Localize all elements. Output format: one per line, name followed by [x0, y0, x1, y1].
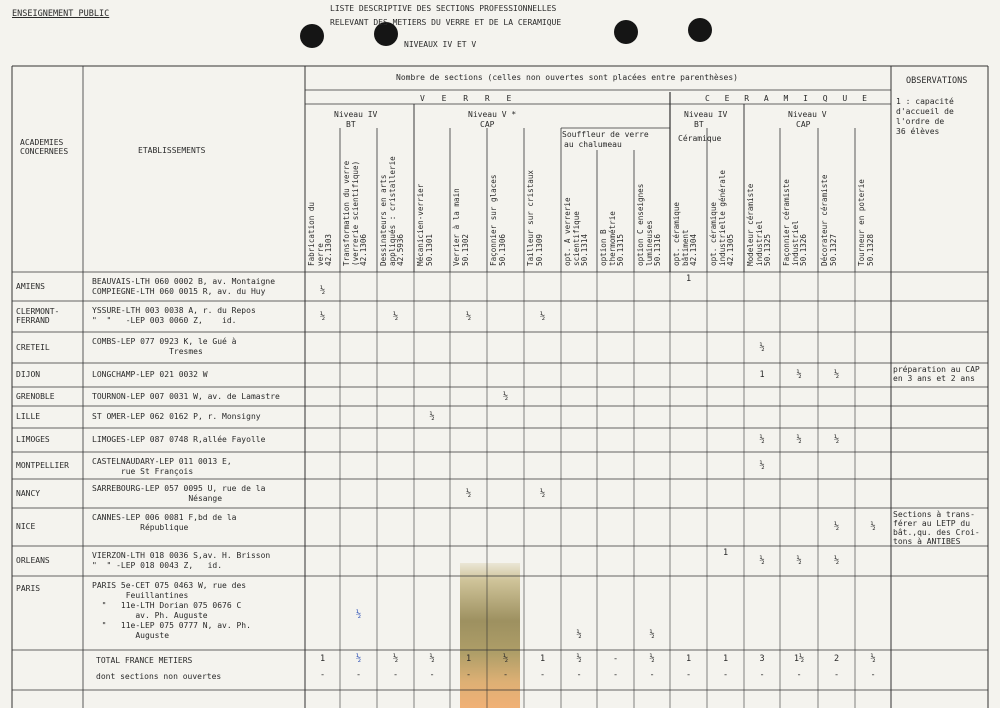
etablissement-line: " " -LEP 003 0060 Z, id.: [92, 316, 237, 325]
total-non-open-value: -: [796, 670, 802, 680]
cell-value: ½: [429, 412, 435, 422]
column-label-9: option C enseignes lumineuses 50.1316: [636, 183, 663, 266]
etablissements-heading: ETABLISSEMENTS: [138, 146, 206, 155]
etablissement-line: rue St François: [92, 467, 194, 476]
total-value: ½: [649, 654, 655, 664]
column-label-2: Dessinateurs en arts appliqués : cristallerie 42.5936: [379, 156, 406, 266]
column-label-15: Tourneur en poterie 50.1328: [857, 179, 875, 266]
cer-niv5-cap: CAP: [796, 120, 811, 129]
academy-name: NICE: [16, 522, 36, 531]
total-non-open-value: -: [539, 670, 546, 680]
column-label-6: Tailleur sur cristaux 50.1309: [526, 169, 544, 266]
cell-value: ½: [796, 556, 802, 566]
etablissement-line: YSSURE-LTH 003 0038 A, r. du Repos: [92, 306, 256, 315]
total-value: 1: [685, 654, 692, 664]
header-title-3: NIVEAUX IV ET V: [404, 40, 477, 49]
cell-value: ½: [759, 435, 765, 445]
total-value: ½: [429, 654, 435, 664]
total-value: 1: [539, 654, 546, 664]
total-value: ½: [392, 654, 399, 664]
cell-value: ½: [576, 630, 582, 640]
total-label: TOTAL FRANCE METIERS: [96, 656, 193, 665]
verre-niv4-bt: BT: [346, 120, 356, 129]
observation-line: Sections à trans-: [893, 510, 975, 519]
column-label-4: Verrier à la main 50.1302: [452, 188, 470, 266]
total-non-open-value: -: [833, 670, 840, 680]
cell-value: 1: [685, 274, 692, 284]
cell-value: ½: [796, 435, 802, 445]
total-non-open-value: -: [465, 670, 472, 680]
total-value: ½: [870, 654, 876, 664]
column-label-13: Façonnier céramiste industriel 50.1326: [782, 179, 809, 266]
etablissement-line: " " -LEP 018 0043 Z, id.: [92, 561, 223, 570]
column-label-10: opt. céramique bâtiment 42.1304: [672, 201, 699, 266]
academy-name: ORLEANS: [16, 556, 50, 565]
header-title-2: RELEVANT DES METIERS DU VERRE ET DE LA CERAMIQUE: [330, 18, 562, 27]
etablissement-line: CASTELNAUDARY-LEP 011 0013 E,: [92, 457, 232, 466]
total-non-open-value: -: [319, 670, 326, 680]
cell-value: ½: [319, 286, 326, 296]
column-label-0: Fabrication du verre 42.1303: [307, 201, 334, 266]
total-non-open-value: -: [612, 670, 619, 680]
total-value: ½: [502, 654, 509, 664]
observations-note-1: 1 : capacité: [896, 97, 954, 106]
total-value: 1: [319, 654, 326, 664]
cell-value: 1: [759, 370, 765, 380]
header-title-1: LISTE DESCRIPTIVE DES SECTIONS PROFESSIONNELLES: [330, 4, 557, 13]
total-value: 1: [465, 654, 472, 664]
cell-value: ½: [649, 630, 655, 640]
cell-value: ½: [465, 488, 472, 499]
verre-niv4: Niveau IV: [334, 110, 378, 119]
observation-line: en 3 ans et 2 ans: [893, 374, 975, 383]
ceramique-heading: C E R A M I Q U E: [705, 94, 872, 103]
column-label-1: Transformation du verre (verrerie scientifique) 42.1306: [342, 160, 369, 266]
etablissement-line: BEAUVAIS-LTH 060 0002 B, av. Montaigne: [92, 277, 276, 286]
column-label-8: option B thermométrie 50.1315: [599, 211, 626, 266]
observation-line: férer au LETP du: [893, 519, 971, 528]
total-value: 1: [722, 654, 729, 664]
cell-value: 1: [722, 548, 729, 558]
etablissement-line: TOURNON-LEP 007 0031 W, av. de Lamastre: [92, 391, 280, 401]
verre-heading: V E R R E: [420, 94, 518, 103]
academy-name: NANCY: [16, 488, 41, 498]
cell-value: ½: [539, 488, 546, 499]
cell-value: ½: [833, 435, 840, 445]
column-label-11: opt. céramique industrielle générale 42.1305: [709, 169, 736, 266]
column-label-5: Façonnier sur glaces 50.1306: [489, 174, 507, 266]
academy-name: MONTPELLIER: [16, 460, 69, 470]
academy-name: CLERMONT- FERRAND: [16, 306, 60, 325]
total-value: ½: [355, 654, 362, 664]
total-non-open-value: -: [429, 670, 435, 680]
total-non-open-value: -: [722, 670, 729, 680]
cell-value: ½: [870, 522, 876, 532]
etablissement-line: ST OMER-LEP 062 0162 P, r. Monsigny: [92, 412, 261, 421]
total-non-open-value: -: [392, 670, 399, 680]
etablissement-line: COMBS-LEP 077 0923 K, le Gué à: [92, 337, 237, 346]
academy-name: LIMOGES: [16, 435, 50, 444]
cell-value: ½: [355, 610, 362, 620]
etablissement-line: Tresmes: [92, 347, 203, 356]
total-value: 1½: [793, 654, 805, 664]
observation-line: bât.,qu. des Croi-: [893, 528, 980, 537]
academy-name: AMIENS: [16, 281, 45, 291]
cell-value: ½: [833, 522, 840, 532]
academy-name: GRENOBLE: [16, 391, 55, 401]
etablissement-line: " 11e-LEP 075 0777 N, av. Ph.: [92, 621, 251, 630]
total-non-open-value: -: [502, 670, 509, 680]
cell-value: ½: [796, 370, 802, 380]
etablissement-line: COMPIEGNE-LTH 060 0015 R, av. du Huy: [92, 287, 266, 296]
observations-heading: OBSERVATIONS: [906, 76, 968, 86]
observations-note-4: 36 élèves: [896, 127, 940, 136]
etablissement-line: Feuillantines: [92, 591, 189, 600]
cer-niv4-bt: BT: [694, 120, 704, 129]
academy-name: PARIS: [16, 584, 41, 593]
cer-niv5: Niveau V: [788, 110, 827, 119]
cell-value: ½: [759, 460, 765, 471]
etablissement-line: SARREBOURG-LEP 057 0095 U, rue de la: [92, 484, 266, 493]
academy-name: LILLE: [16, 412, 41, 421]
etablissement-line: République: [92, 523, 189, 532]
total-value: ½: [576, 654, 582, 664]
total-non-open-value: -: [576, 670, 582, 680]
etablissement-line: Nésange: [92, 494, 223, 503]
cell-value: ½: [759, 342, 765, 353]
cer-niv4-ceramique: Céramique: [678, 134, 722, 143]
cell-value: ½: [319, 311, 326, 322]
cell-value: ½: [833, 556, 840, 566]
cer-niv4: Niveau IV: [684, 110, 728, 119]
column-label-3: Mécanicien-verrier 50.1301: [416, 183, 434, 266]
total-non-open-value: -: [759, 670, 765, 680]
etablissement-line: " 11e-LTH Dorian 075 0676 C: [92, 601, 242, 610]
total-non-open-value: -: [685, 670, 692, 680]
cell-value: ½: [392, 311, 399, 322]
nombre-sections-heading: Nombre de sections (celles non ouvertes sont placées entre parenthèses): [396, 73, 738, 82]
cell-value: ½: [539, 311, 546, 322]
observations-note-2: d'accueil de: [896, 107, 954, 116]
etablissement-line: CANNES-LEP 006 0081 F,bd de la: [92, 513, 237, 522]
column-label-12: Modeleur céramiste industriel 50.1325: [746, 183, 773, 266]
cell-value: ½: [502, 391, 509, 402]
total-value: 2: [833, 654, 840, 664]
cell-value: ½: [759, 556, 765, 566]
observation-line: tons à ANTIBES: [893, 537, 961, 546]
etablissement-line: LIMOGES-LEP 087 0748 R,allée Fayolle: [92, 435, 266, 444]
observations-note-3: l'ordre de: [896, 117, 945, 126]
total-non-open-value: -: [355, 670, 362, 680]
etablissement-line: av. Ph. Auguste: [92, 611, 208, 620]
total-value: -: [612, 654, 619, 664]
etablissement-line: PARIS 5e-CET 075 0463 W, rue des: [92, 581, 247, 590]
verre-niv5: Niveau V *: [468, 110, 517, 119]
cell-value: ½: [465, 311, 472, 322]
total-non-open-value: -: [870, 670, 876, 680]
observation-line: préparation au CAP: [893, 365, 980, 374]
academy-name: CRETEIL: [16, 342, 50, 352]
column-label-14: Décorateur céramiste 50.1327: [820, 174, 838, 266]
academy-name: DIJON: [16, 370, 41, 379]
verre-niv5-cap: CAP: [480, 120, 495, 129]
total-non-open-value: -: [649, 670, 655, 680]
header-left: ENSEIGNEMENT PUBLIC: [12, 9, 110, 19]
etablissement-line: Auguste: [92, 631, 170, 640]
etablissement-line: VIERZON-LTH 018 0036 S,av. H. Brisson: [92, 551, 271, 560]
column-label-7: opt. A verrerie scientifique 50.1314: [563, 197, 590, 266]
total-sub-label: dont sections non ouvertes: [96, 672, 222, 681]
souffleur-heading-2: au chalumeau: [564, 140, 622, 149]
etablissement-line: LONGCHAMP-LEP 021 0032 W: [92, 370, 208, 379]
total-value: 3: [759, 654, 765, 664]
cell-value: ½: [833, 370, 840, 380]
souffleur-heading: Souffleur de verre: [562, 130, 649, 139]
academies-heading: ACADEMIES CONCERNEES: [20, 138, 69, 156]
